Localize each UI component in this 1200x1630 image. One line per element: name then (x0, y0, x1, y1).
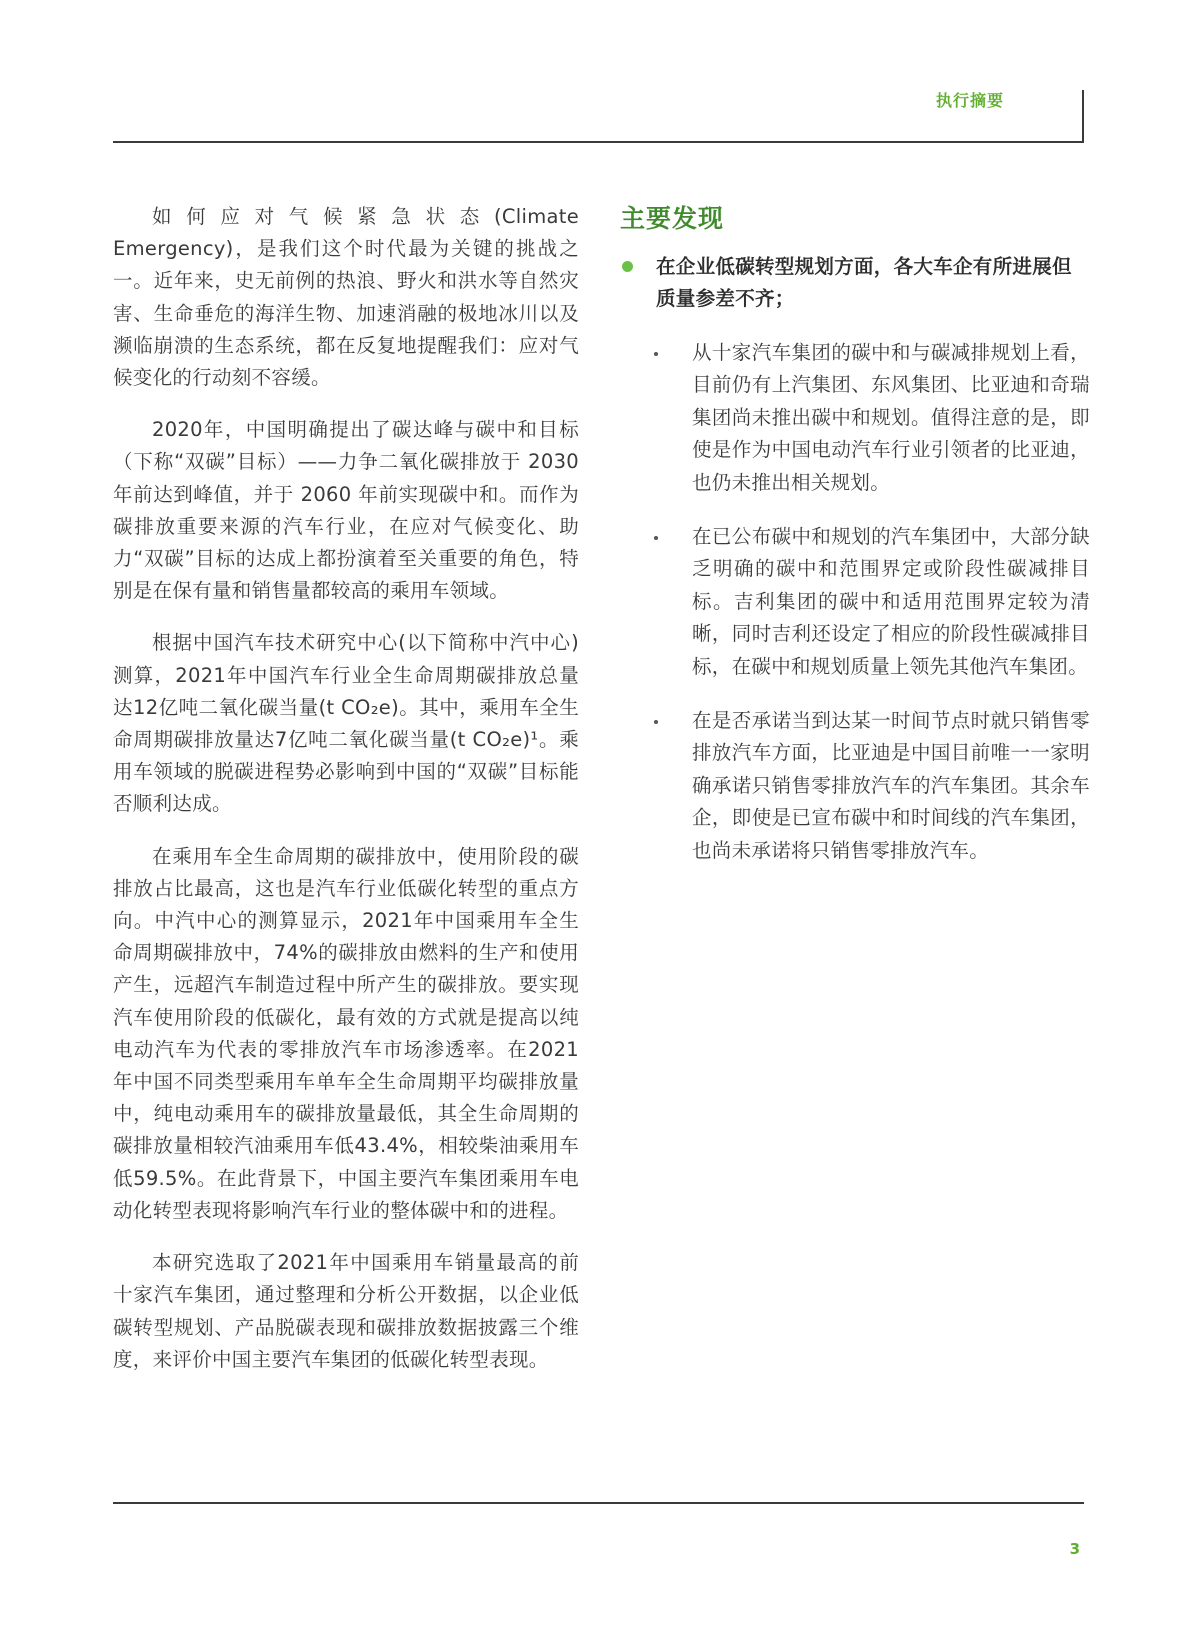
list-item-text: 在是否承诺当到达某一时间节点时就只销售零排放汽车方面，比亚迪是中国目前唯一一家明确承诺只销售零排放汽车的汽车集团。其余车企，即使是已宣布碳中和时间线的汽车集团，也尚未承诺将只销售零排放汽车。 (692, 709, 1090, 862)
header-divider (113, 141, 1084, 143)
left-column (113, 201, 579, 1396)
bullet-dot-icon (622, 261, 633, 272)
right-column (620, 199, 1090, 889)
list-item (620, 521, 1090, 683)
list-item (620, 337, 1090, 499)
finding-details-list (620, 337, 1090, 867)
finding-item (620, 251, 1090, 315)
list-item-text: 在已公布碳中和规划的汽车集团中，大部分缺乏明确的碳中和范围界定或阶段性碳减排目标。吉利集团的碳中和适用范围界定较为清晰，同时吉利还设定了相应的阶段性碳减排目标，在碳中和规划质量上领先其他汽车集团。 (692, 525, 1090, 678)
bullet-icon (654, 536, 658, 540)
body-paragraph: 在乘用车全生命周期的碳排放中，使用阶段的碳排放占比最高，这也是汽车行业低碳化转型的重点方向。中汽中心的测算显示，2021年中国乘用车全生命周期碳排放中，74%的碳排放由燃料的生产和使用产生，远超汽车制造过程中所产生的碳排放。要实现汽车使用阶段的低碳化，最有效的方式就是提高以纯电动汽车为代表的零排放汽车市场渗透率。在2021年中国不同类型乘用车单车全生命周期平均碳排放量中，纯电动乘用车的碳排放量最低，其全生命周期的碳排放量相较汽油乘用车低43.4%，相较柴油乘用车低59.5%。在此背景下，中国主要汽车集团乘用车电动化转型表现将影响汽车行业的整体碳中和的进程。 (113, 844, 579, 1222)
body-paragraph: 如何应对气候紧急状态(Climate Emergency)，是我们这个时代最为关键的挑战之一。近年来，史无前例的热浪、野火和洪水等自然灾害、生命垂危的海洋生物、加速消融的极地冰川以及濒临崩溃的生态系统，都在反复地提醒我们：应对气候变化的行动刻不容缓。 (113, 205, 579, 390)
key-findings-title: 主要发现 (620, 204, 725, 233)
bullet-icon (654, 352, 658, 356)
section-label: 执行摘要 (935, 91, 1004, 110)
list-item (620, 705, 1090, 867)
body-paragraph: 2020年，中国明确提出了碳达峰与碳中和目标（下称“双碳”目标）——力争二氧化碳排放于 2030 年前达到峰值，并于 2060 年前实现碳中和。而作为碳排放重要来源的汽车行业，在应对气候变化、助力“双碳”目标的达成上都扮演着至关重要的角色，特别是在保有量和销售量都较高的乘用车领域。 (113, 418, 579, 603)
body-paragraph: 根据中国汽车技术研究中心(以下简称中汽中心)测算，2021年中国汽车行业全生命周期碳排放总量达12亿吨二氧化碳当量(t CO₂e)。其中，乘用车全生命周期碳排放量达7亿吨二氧化碳当量(t CO₂e)¹。乘用车领域的脱碳进程势必影响到中国的“双碳”目标能否顺利达成。 (113, 631, 579, 816)
body-paragraph: 本研究选取了2021年中国乘用车销量最高的前十家汽车集团，通过整理和分析公开数据，以企业低碳转型规划、产品脱碳表现和碳排放数据披露三个维度，来评价中国主要汽车集团的低碳化转型表现。 (113, 1251, 579, 1371)
list-item-text: 从十家汽车集团的碳中和与碳减排规划上看，目前仍有上汽集团、东风集团、比亚迪和奇瑞集团尚未推出碳中和规划。值得注意的是，即使是作为中国电动汽车行业引领者的比亚迪，也仍未推出相关规划。 (692, 341, 1090, 494)
bullet-icon (654, 720, 658, 724)
footer-divider (113, 1502, 1084, 1504)
finding-heading: 在企业低碳转型规划方面，各大车企有所进展但质量参差不齐； (656, 255, 1072, 310)
page-number: 3 (1069, 1540, 1080, 1558)
header-vertical-tick (1082, 90, 1084, 142)
